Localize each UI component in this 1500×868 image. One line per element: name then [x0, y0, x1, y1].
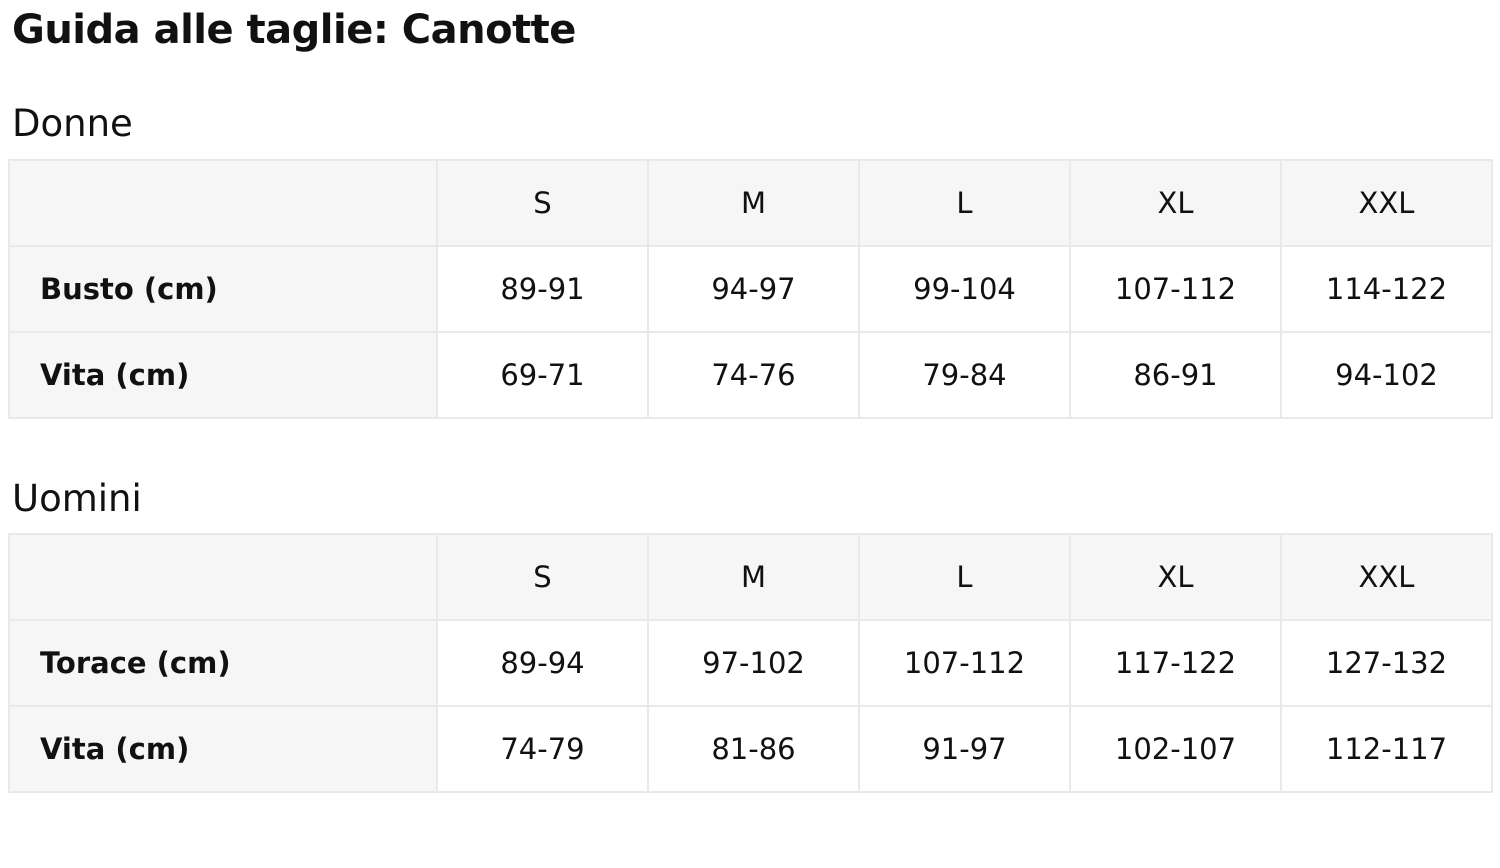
cell-bust-s: 89-91	[437, 246, 648, 332]
cell-waist-xxl: 112-117	[1281, 706, 1492, 792]
cell-waist-xl: 102-107	[1070, 706, 1281, 792]
table-header-men	[9, 534, 1492, 620]
cell-chest-l: 107-112	[859, 620, 1070, 706]
column-header-m: M	[648, 160, 859, 246]
table-header-women	[9, 160, 1492, 246]
table-row	[9, 620, 1492, 706]
page-title: Guida alle taglie: Canotte	[12, 7, 576, 53]
cell-waist-s: 74-79	[437, 706, 648, 792]
cell-bust-xxl: 114-122	[1281, 246, 1492, 332]
column-header-xxl: XXL	[1281, 534, 1492, 620]
cell-chest-m: 97-102	[648, 620, 859, 706]
cell-waist-m: 81-86	[648, 706, 859, 792]
column-header-s: S	[437, 534, 648, 620]
cell-waist-s: 69-71	[437, 332, 648, 418]
section-title-men: Uomini	[12, 476, 142, 520]
column-header-l: L	[859, 160, 1070, 246]
row-label-chest: Torace (cm)	[9, 620, 437, 706]
cell-chest-s: 89-94	[437, 620, 648, 706]
cell-waist-xxl: 94-102	[1281, 332, 1492, 418]
table-corner-cell	[9, 160, 437, 246]
cell-chest-xl: 117-122	[1070, 620, 1281, 706]
cell-waist-m: 74-76	[648, 332, 859, 418]
cell-waist-l: 79-84	[859, 332, 1070, 418]
cell-waist-xl: 86-91	[1070, 332, 1281, 418]
section-title-women: Donne	[12, 102, 133, 145]
column-header-xxl: XXL	[1281, 160, 1492, 246]
size-table-women	[8, 159, 1493, 419]
cell-bust-l: 99-104	[859, 246, 1070, 332]
table-corner-cell	[9, 534, 437, 620]
row-label-waist: Vita (cm)	[9, 706, 437, 792]
row-label-bust: Busto (cm)	[9, 246, 437, 332]
cell-waist-l: 91-97	[859, 706, 1070, 792]
cell-bust-m: 94-97	[648, 246, 859, 332]
cell-chest-xxl: 127-132	[1281, 620, 1492, 706]
table-header-row	[9, 160, 1492, 246]
size-guide-page	[0, 6, 1500, 793]
size-table-men	[8, 533, 1493, 793]
column-header-l: L	[859, 534, 1070, 620]
table-row	[9, 332, 1492, 418]
column-header-s: S	[437, 160, 648, 246]
row-label-waist: Vita (cm)	[9, 332, 437, 418]
column-header-m: M	[648, 534, 859, 620]
cell-bust-xl: 107-112	[1070, 246, 1281, 332]
table-row	[9, 706, 1492, 792]
table-header-row	[9, 534, 1492, 620]
column-header-xl: XL	[1070, 534, 1281, 620]
table-row	[9, 246, 1492, 332]
column-header-xl: XL	[1070, 160, 1281, 246]
